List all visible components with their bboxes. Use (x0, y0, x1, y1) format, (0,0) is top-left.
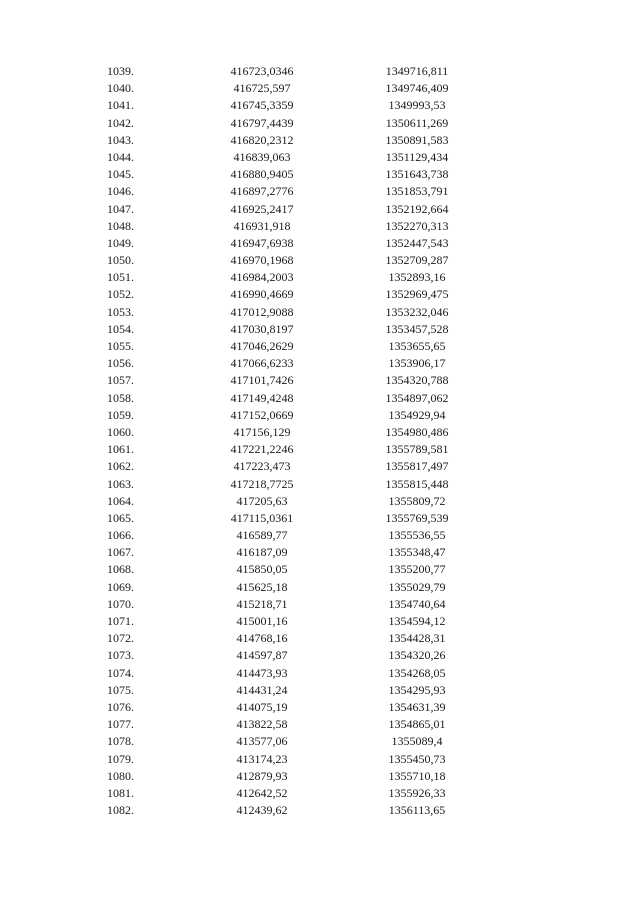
x-coordinate: 416947,6938 (230, 235, 294, 250)
point-number: 1080. (107, 768, 134, 783)
table-row (0, 458, 640, 475)
table-row (0, 527, 640, 544)
table-row (0, 269, 640, 286)
point-number: 1081. (107, 785, 134, 800)
point-number: 1057. (107, 373, 134, 388)
point-number: 1079. (107, 751, 134, 766)
point-number: 1065. (107, 510, 134, 525)
point-number: 1050. (107, 253, 134, 268)
table-row (0, 630, 640, 647)
table-row (0, 785, 640, 802)
x-coordinate: 412642,52 (236, 785, 288, 800)
point-number: 1064. (107, 493, 134, 508)
table-row (0, 132, 640, 149)
x-coordinate: 415625,18 (236, 579, 288, 594)
x-coordinate: 417218,7725 (230, 476, 294, 491)
y-coordinate: 1351853,791 (385, 184, 449, 199)
point-number: 1060. (107, 424, 134, 439)
table-row (0, 441, 640, 458)
x-coordinate: 417101,7426 (230, 373, 294, 388)
x-coordinate: 417221,2246 (230, 442, 294, 457)
table-row (0, 321, 640, 338)
x-coordinate: 416984,2003 (230, 270, 294, 285)
table-row (0, 699, 640, 716)
y-coordinate: 1352709,287 (385, 253, 449, 268)
x-coordinate: 413577,06 (236, 734, 288, 749)
y-coordinate: 1355029,79 (388, 579, 446, 594)
y-coordinate: 1353232,046 (385, 304, 449, 319)
x-coordinate: 416589,77 (236, 528, 288, 543)
y-coordinate: 1354740,64 (388, 596, 446, 611)
x-coordinate: 415850,05 (236, 562, 288, 577)
point-number: 1042. (107, 115, 134, 130)
y-coordinate: 1354929,94 (388, 407, 446, 422)
point-number: 1063. (107, 476, 134, 491)
table-row (0, 802, 640, 819)
point-number: 1082. (107, 803, 134, 818)
table-row (0, 201, 640, 218)
y-coordinate: 1355789,581 (385, 442, 449, 457)
x-coordinate: 417030,8197 (230, 321, 294, 336)
table-row (0, 579, 640, 596)
table-row (0, 647, 640, 664)
x-coordinate: 417152,0669 (230, 407, 294, 422)
table-row (0, 613, 640, 630)
x-coordinate: 413174,23 (236, 751, 288, 766)
point-number: 1056. (107, 356, 134, 371)
y-coordinate: 1355089,4 (391, 734, 443, 749)
point-number: 1040. (107, 81, 134, 96)
point-number: 1052. (107, 287, 134, 302)
y-coordinate: 1349746,409 (385, 81, 449, 96)
point-number: 1070. (107, 596, 134, 611)
table-row (0, 733, 640, 750)
y-coordinate: 1353655,65 (388, 339, 446, 353)
table-row (0, 115, 640, 132)
table-row (0, 716, 640, 733)
point-number: 1047. (107, 201, 134, 216)
x-coordinate: 417223,473 (233, 459, 291, 474)
point-number: 1069. (107, 579, 134, 594)
table-row (0, 596, 640, 613)
point-number: 1045. (107, 167, 134, 182)
x-coordinate: 416880,9405 (230, 167, 294, 182)
point-number: 1074. (107, 665, 134, 680)
x-coordinate: 417149,4248 (230, 390, 294, 405)
table-row (0, 218, 640, 235)
y-coordinate: 1350891,583 (385, 132, 449, 147)
table-row (0, 390, 640, 407)
x-coordinate: 417046,2629 (230, 339, 294, 353)
y-coordinate: 1354594,12 (388, 614, 446, 628)
x-coordinate: 416723,0346 (230, 64, 294, 78)
point-number: 1078. (107, 734, 134, 749)
x-coordinate: 416725,597 (233, 81, 291, 96)
x-coordinate: 416820,2312 (230, 132, 294, 147)
x-coordinate: 417156,129 (233, 424, 291, 439)
point-number: 1043. (107, 132, 134, 147)
table-row (0, 304, 640, 321)
x-coordinate: 416925,2417 (230, 201, 294, 216)
y-coordinate: 1349716,811 (385, 64, 449, 78)
x-coordinate: 415218,71 (236, 596, 288, 611)
point-number: 1041. (107, 98, 134, 113)
point-number: 1053. (107, 304, 134, 319)
table-row (0, 476, 640, 493)
x-coordinate: 416797,4439 (230, 115, 294, 130)
x-coordinate: 414768,16 (236, 631, 288, 646)
point-number: 1076. (107, 699, 134, 714)
y-coordinate: 1353457,528 (385, 321, 449, 336)
table-row (0, 80, 640, 97)
point-number: 1058. (107, 390, 134, 405)
y-coordinate: 1355809,72 (388, 493, 446, 508)
x-coordinate: 414473,93 (236, 665, 288, 680)
table-row (0, 235, 640, 252)
x-coordinate: 416970,1968 (230, 253, 294, 268)
table-row (0, 407, 640, 424)
table-row (0, 286, 640, 303)
table-row (0, 97, 640, 114)
x-coordinate: 413822,58 (236, 717, 288, 732)
y-coordinate: 1351129,434 (385, 149, 449, 164)
table-row (0, 252, 640, 269)
x-coordinate: 416745,3359 (230, 98, 294, 113)
point-number: 1077. (107, 717, 134, 732)
y-coordinate: 1354320,788 (385, 373, 449, 388)
table-row (0, 355, 640, 372)
point-number: 1062. (107, 459, 134, 474)
y-coordinate: 1354897,062 (385, 390, 449, 405)
point-number: 1072. (107, 631, 134, 646)
table-row (0, 493, 640, 510)
y-coordinate: 1352447,543 (385, 235, 449, 250)
coordinate-table (0, 63, 640, 819)
point-number: 1066. (107, 528, 134, 543)
point-number: 1073. (107, 648, 134, 663)
table-row (0, 183, 640, 200)
y-coordinate: 1354865,01 (388, 717, 446, 732)
table-row (0, 561, 640, 578)
point-number: 1046. (107, 184, 134, 199)
x-coordinate: 414431,24 (236, 682, 288, 697)
table-row (0, 166, 640, 183)
y-coordinate: 1352192,664 (385, 201, 449, 216)
x-coordinate: 416990,4669 (230, 287, 294, 302)
x-coordinate: 415001,16 (236, 614, 288, 628)
x-coordinate: 414075,19 (236, 699, 288, 714)
x-coordinate: 417115,0361 (230, 510, 294, 525)
point-number: 1048. (107, 218, 134, 233)
y-coordinate: 1355536,55 (388, 528, 446, 543)
y-coordinate: 1352893,16 (388, 270, 446, 285)
y-coordinate: 1355815,448 (385, 476, 449, 491)
table-row (0, 751, 640, 768)
table-row (0, 682, 640, 699)
point-number: 1068. (107, 562, 134, 577)
y-coordinate: 1355769,539 (385, 510, 449, 525)
table-row (0, 338, 640, 355)
y-coordinate: 1355926,33 (388, 785, 446, 800)
table-row (0, 510, 640, 527)
point-number: 1039. (107, 64, 134, 78)
point-number: 1067. (107, 545, 134, 560)
y-coordinate: 1353906,17 (388, 356, 446, 371)
y-coordinate: 1354428,31 (388, 631, 446, 646)
point-number: 1051. (107, 270, 134, 285)
y-coordinate: 1355200,77 (388, 562, 446, 577)
point-number: 1044. (107, 149, 134, 164)
y-coordinate: 1351643,738 (385, 167, 449, 182)
x-coordinate: 412439,62 (236, 803, 288, 818)
point-number: 1055. (107, 339, 134, 353)
table-row (0, 424, 640, 441)
y-coordinate: 1354295,93 (388, 682, 446, 697)
y-coordinate: 1354320,26 (388, 648, 446, 663)
table-row (0, 149, 640, 166)
table-row (0, 768, 640, 785)
y-coordinate: 1352270,313 (385, 218, 449, 233)
x-coordinate: 417066,6233 (230, 356, 294, 371)
table-row (0, 665, 640, 682)
x-coordinate: 416187,09 (236, 545, 288, 560)
point-number: 1061. (107, 442, 134, 457)
table-row (0, 372, 640, 389)
y-coordinate: 1350611,269 (385, 115, 449, 130)
y-coordinate: 1354631,39 (388, 699, 446, 714)
x-coordinate: 417205,63 (236, 493, 288, 508)
x-coordinate: 412879,93 (236, 768, 288, 783)
table-row (0, 63, 640, 80)
y-coordinate: 1349993,53 (388, 98, 446, 113)
y-coordinate: 1355817,497 (385, 459, 449, 474)
y-coordinate: 1352969,475 (385, 287, 449, 302)
x-coordinate: 417012,9088 (230, 304, 294, 319)
y-coordinate: 1355348,47 (388, 545, 446, 560)
y-coordinate: 1355450,73 (388, 751, 446, 766)
point-number: 1071. (107, 614, 134, 628)
x-coordinate: 416839,063 (233, 149, 291, 164)
point-number: 1054. (107, 321, 134, 336)
x-coordinate: 416897,2776 (230, 184, 294, 199)
x-coordinate: 414597,87 (236, 648, 288, 663)
point-number: 1059. (107, 407, 134, 422)
table-row (0, 544, 640, 561)
point-number: 1075. (107, 682, 134, 697)
y-coordinate: 1354268,05 (388, 665, 446, 680)
y-coordinate: 1356113,65 (388, 803, 446, 818)
y-coordinate: 1354980,486 (385, 424, 449, 439)
point-number: 1049. (107, 235, 134, 250)
y-coordinate: 1355710,18 (388, 768, 446, 783)
x-coordinate: 416931,918 (233, 218, 291, 233)
